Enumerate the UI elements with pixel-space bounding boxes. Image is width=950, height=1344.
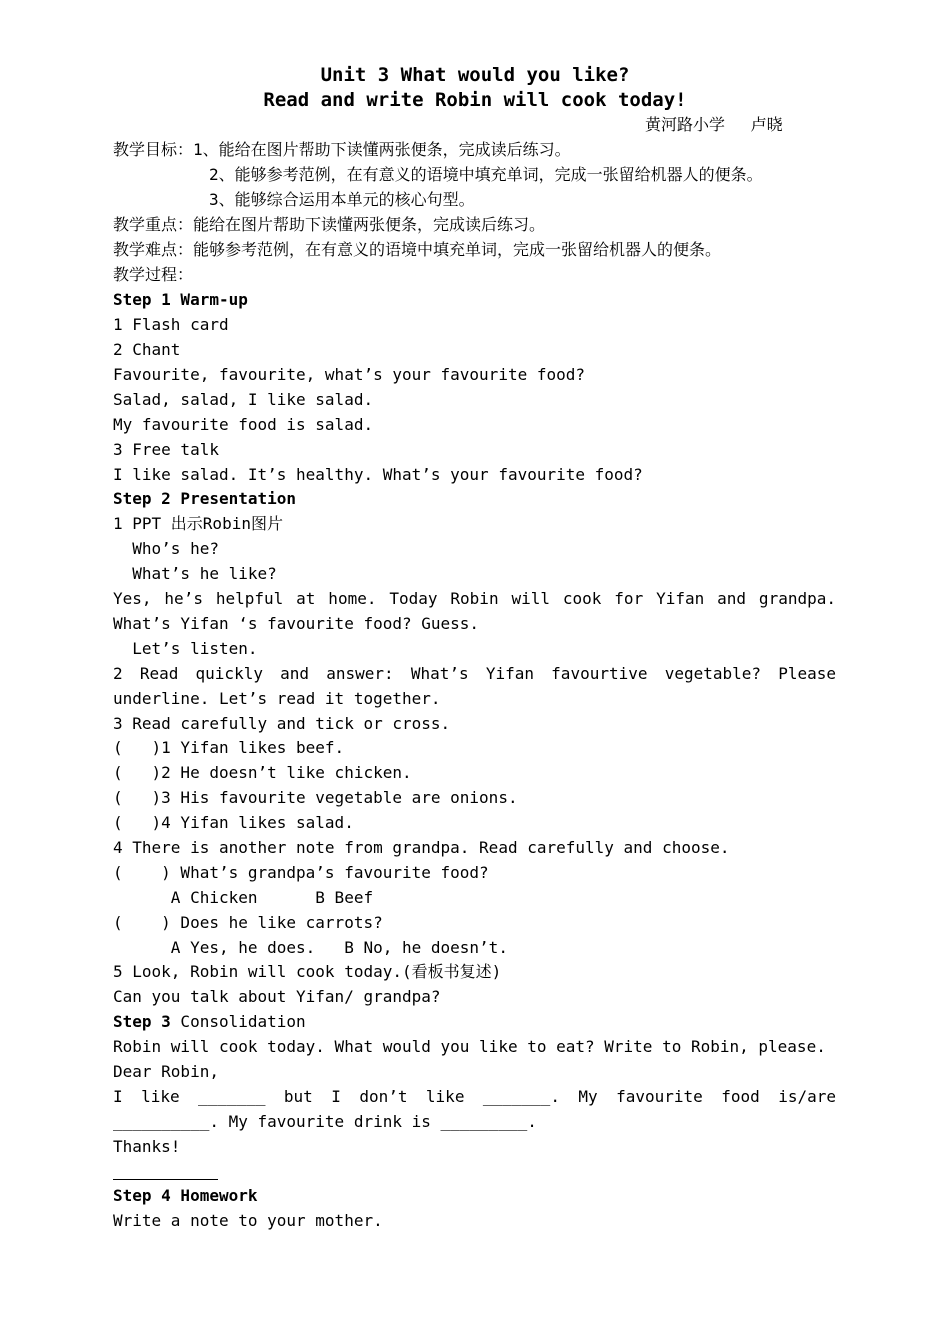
exercise-item: ( )3 His favourite vegetable are onions. [113, 788, 518, 807]
title-line-2: Read and write Robin will cook today! [263, 89, 687, 111]
step-1-line: My favourite food is salad. [113, 415, 374, 434]
title-line-1: Unit 3 What would you like? [320, 64, 630, 86]
step-3-line: __________. My favourite drink is _________. [113, 1112, 537, 1131]
step-3-heading-title: Consolidation [170, 1012, 306, 1031]
step-2-line: 3 Read carefully and tick or cross. [113, 714, 451, 733]
step-1-line: 3 Free talk [113, 440, 219, 459]
question-options: A Yes, he does. B No, he doesn’t. [113, 938, 508, 957]
step-2-line: Yes, he’s helpful at home. Today Robin will cook for Yifan and grandpa. [113, 589, 836, 608]
question-options: A Chicken B Beef [113, 888, 374, 907]
step-3-line: I like _______ but I don’t like _______. My favourite food is/are [113, 1087, 836, 1106]
step-2-line: Who’s he? [113, 539, 219, 558]
step-3-heading [113, 1009, 306, 1034]
step-1-line: 1 Flash card [113, 315, 229, 334]
teaching-goal-2: 2、能够参考范例，在有意义的语境中填充单词，完成一张留给机器人的便条。 [209, 165, 763, 184]
question-item: ( ) Does he like carrots? [113, 913, 383, 932]
teaching-process-label: 教学过程： [113, 265, 194, 284]
step-2-line: 4 There is another note from grandpa. Read carefully and choose. [113, 838, 730, 857]
step-1-line: Favourite, favourite, what’s your favourite food? [113, 365, 586, 384]
step-2-heading: Step 2 Presentation [113, 489, 297, 508]
step-2-line: 5 Look, Robin will cook today.(看板书复述) [113, 962, 502, 981]
step-2-line: Can you talk about Yifan/ grandpa? [113, 987, 441, 1006]
step-2-line: 2 Read quickly and answer: What’s Yifan favourtive vegetable? Please [113, 664, 836, 683]
question-item: ( ) What’s grandpa’s favourite food? [113, 863, 489, 882]
exercise-item: ( )4 Yifan likes salad. [113, 813, 354, 832]
signature-line [113, 1179, 218, 1180]
step-2-line: underline. Let’s read it together. [113, 689, 441, 708]
teaching-key-points: 教学重点：能给在图片帮助下读懂两张便条，完成读后练习。 [113, 215, 546, 234]
author-line: 黄河路小学 卢晓 [645, 115, 783, 134]
step-4-line: Write a note to your mother. [113, 1211, 383, 1230]
exercise-item: ( )2 He doesn’t like chicken. [113, 763, 412, 782]
step-1-heading: Step 1 Warm-up [113, 290, 248, 309]
exercise-item: ( )1 Yifan likes beef. [113, 738, 345, 757]
step-3-heading-number: Step 3 [113, 1012, 171, 1031]
step-2-line: What’s Yifan ‘s favourite food? Guess. [113, 614, 480, 633]
step-4-heading: Step 4 Homework [113, 1186, 258, 1205]
teaching-goal-3: 3、能够综合运用本单元的核心句型。 [209, 190, 475, 209]
step-3-line: Robin will cook today. What would you like to eat? Write to Robin, please. [113, 1037, 826, 1056]
step-2-line: Let’s listen. [113, 639, 258, 658]
step-1-line: Salad, salad, I like salad. [113, 390, 374, 409]
step-2-line: 1 PPT 出示Robin图片 [113, 514, 283, 533]
step-3-line: Thanks! [113, 1137, 181, 1156]
teaching-difficulties: 教学难点：能够参考范例，在有意义的语境中填充单词，完成一张留给机器人的便条。 [113, 240, 722, 259]
step-1-line: 2 Chant [113, 340, 181, 359]
step-3-line: Dear Robin, [113, 1062, 219, 1081]
step-2-line: What’s he like? [113, 564, 277, 583]
step-1-line: I like salad. It’s healthy. What’s your favourite food? [113, 465, 643, 484]
teaching-goals: 教学目标：1、能给在图片帮助下读懂两张便条，完成读后练习。 [113, 140, 571, 159]
